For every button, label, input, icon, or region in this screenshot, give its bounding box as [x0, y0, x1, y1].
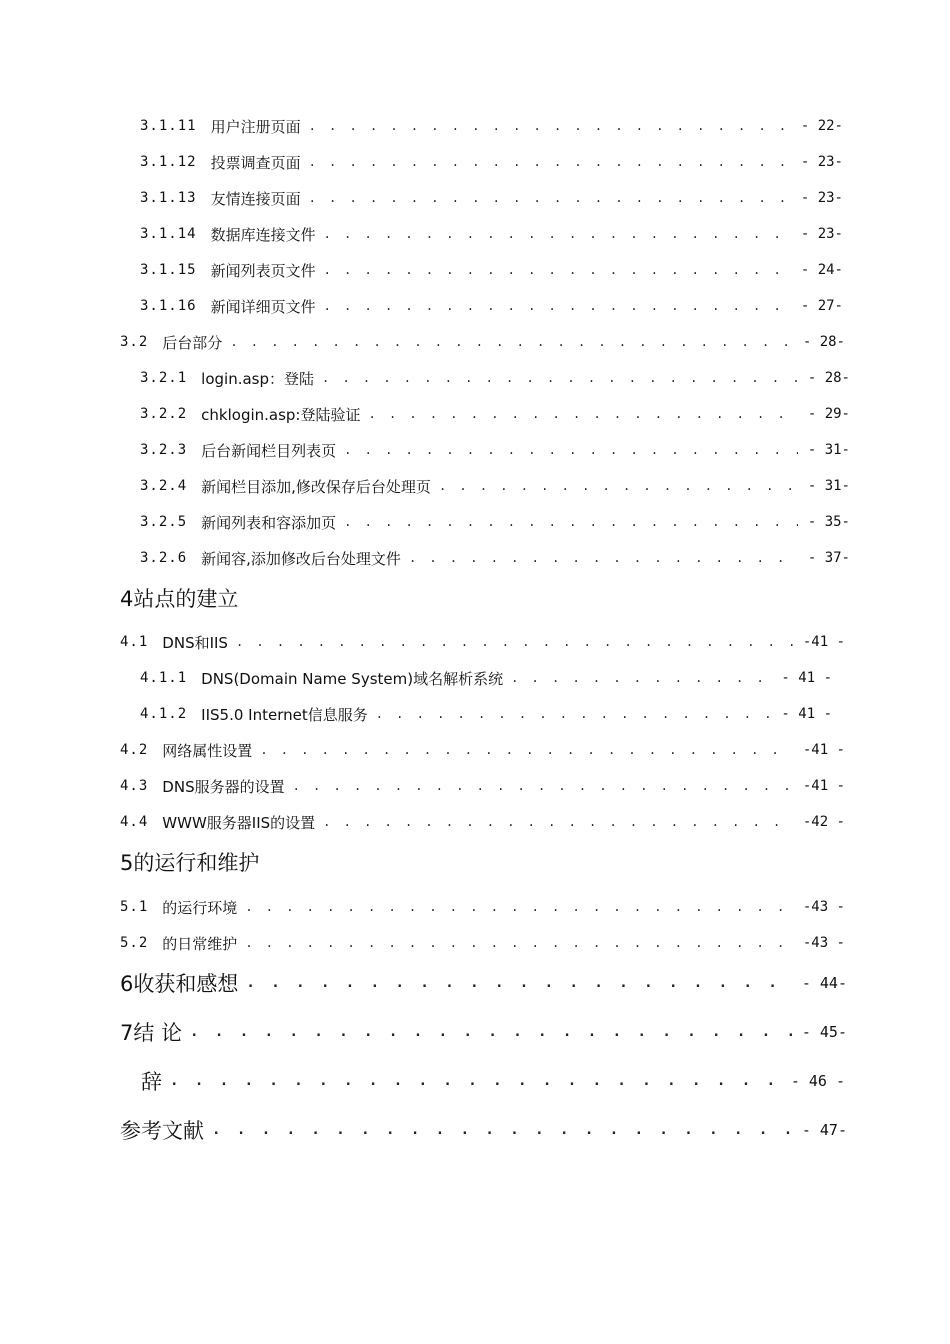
toc-leader-dots [170, 1073, 781, 1089]
toc-entry-number: 4.4 [120, 814, 149, 830]
toc-entry-page: - 46 - [790, 1072, 845, 1090]
toc-entry-title: 的日常维护 [162, 934, 238, 953]
toc-entry-3-2-5[interactable] [0, 510, 950, 534]
toc-entry-page: - 35- [807, 514, 850, 530]
toc-leader-dots [323, 815, 793, 829]
toc-entry-title: DNS和IIS [162, 633, 228, 652]
toc-entry-title: 辞 [141, 1070, 162, 1094]
toc-chapter-6[interactable] [0, 968, 950, 998]
toc-leader-dots [309, 119, 791, 133]
toc-entry-number: 5.1 [120, 899, 149, 915]
toc-entry-title: 新闻列表页文件 [210, 261, 316, 280]
toc-entry-title: IIS5.0 Internet信息服务 [201, 705, 368, 724]
toc-entry-page: - 45- [801, 1023, 847, 1041]
toc-entry-4-1-2[interactable] [0, 702, 950, 726]
toc-entry-4-3[interactable] [0, 774, 950, 798]
toc-entry-page: -42 - [802, 814, 845, 830]
toc-entry-title: 7结 论 [120, 1021, 183, 1045]
toc-entry-title: 投票调查页面 [210, 153, 301, 172]
toc-entry-number: 3.2.6 [140, 550, 188, 566]
toc-entry-number: 3.2.3 [140, 442, 188, 458]
toc-entry-3-2-4[interactable] [0, 474, 950, 498]
toc-entry-number: 5.2 [120, 935, 149, 951]
toc-entry-page: - 31- [807, 442, 850, 458]
toc-entry-page: - 23- [800, 226, 843, 242]
toc-entry-number: 4.1.2 [140, 706, 188, 722]
toc-entry-title: 的运行环境 [162, 898, 238, 917]
toc-entry-title: 友情连接页面 [210, 189, 301, 208]
toc-leader-dots [376, 707, 772, 721]
toc-entry-title: DNS(Domain Name System)域名解析系统 [201, 669, 504, 688]
toc-entry-number: 4.2 [120, 742, 149, 758]
toc-entry-title: 新闻详细页文件 [210, 297, 316, 316]
toc-entry-4-2[interactable] [0, 738, 950, 762]
toc-entry-number: 4.3 [120, 778, 149, 794]
toc-leader-dots [344, 515, 798, 529]
toc-entry-3-2-1[interactable] [0, 366, 950, 390]
toc-leader-dots [309, 155, 791, 169]
toc-entry-page: - 41 - [781, 670, 832, 686]
toc-leader-dots [260, 743, 793, 757]
toc-chapter-5-heading[interactable]: 5的运行和维护 [120, 851, 260, 875]
toc-entry-3-2-6[interactable] [0, 546, 950, 570]
toc-entry-page: - 23- [800, 154, 843, 170]
toc-entry-page: - 24- [800, 262, 843, 278]
toc-leader-dots [245, 936, 793, 950]
toc-entry-page: - 28- [802, 334, 845, 350]
toc-entry-3-1-14[interactable] [0, 222, 950, 246]
toc-entry-title: login.asp：登陆 [201, 369, 314, 388]
toc-entry-number: 3.1.16 [140, 298, 197, 314]
toc-entry-page: - 23- [800, 190, 843, 206]
toc-entry-page: - 29- [807, 406, 850, 422]
toc-entry-number: 3.1.15 [140, 262, 197, 278]
toc-entry-title: chklogin.asp:登陆验证 [201, 405, 361, 424]
toc-entry-page: - 28- [807, 370, 850, 386]
toc-entry-3-1-11[interactable] [0, 114, 950, 138]
toc-entry-page: - 31- [807, 478, 850, 494]
toc-leader-dots [246, 975, 791, 991]
toc-leader-dots [344, 443, 798, 457]
toc-leader-dots [236, 635, 793, 649]
toc-leader-dots [409, 551, 798, 565]
toc-entry-3-1-13[interactable] [0, 186, 950, 210]
toc-chapter-references[interactable] [0, 1115, 950, 1145]
toc-entry-number: 4.1 [120, 634, 149, 650]
toc-leader-dots [369, 407, 798, 421]
toc-entry-number: 3.2.5 [140, 514, 188, 530]
toc-leader-dots [324, 263, 791, 277]
toc-entry-page: -41 - [802, 742, 845, 758]
toc-entry-page: - 41 - [781, 706, 832, 722]
toc-entry-5-2[interactable] [0, 931, 950, 955]
toc-entry-4-1[interactable] [0, 630, 950, 654]
toc-entry-title: 后台部分 [162, 333, 223, 352]
toc-entry-page: - 44- [801, 974, 847, 992]
toc-entry-page: -41 - [802, 634, 845, 650]
toc-leader-dots [245, 900, 793, 914]
toc-entry-title: 新闻列表和容添加页 [201, 513, 337, 532]
toc-leader-dots [324, 299, 791, 313]
toc-entry-4-1-1[interactable] [0, 666, 950, 690]
toc-entry-number: 3.1.13 [140, 190, 197, 206]
toc-chapter-4-heading[interactable]: 4站点的建立 [120, 587, 239, 611]
toc-entry-title: 后台新闻栏目列表页 [201, 441, 337, 460]
toc-entry-3-2-3[interactable] [0, 438, 950, 462]
toc-entry-number: 3.2.4 [140, 478, 188, 494]
toc-entry-title: DNS服务器的设置 [162, 777, 285, 796]
toc-leader-dots [322, 371, 798, 385]
toc-entry-number: 3.1.11 [140, 118, 197, 134]
toc-entry-title: 数据库连接文件 [210, 225, 316, 244]
toc-entry-number: 3.2.2 [140, 406, 188, 422]
toc-entry-3-1-12[interactable] [0, 150, 950, 174]
toc-entry-page: -41 - [802, 778, 845, 794]
toc-entry-page: - 47- [801, 1121, 847, 1139]
toc-entry-page: -43 - [802, 935, 845, 951]
toc-entry-3-1-15[interactable] [0, 258, 950, 282]
toc-entry-number: 4.1.1 [140, 670, 188, 686]
toc-leader-dots [511, 671, 771, 685]
toc-entry-number: 3.1.14 [140, 226, 197, 242]
toc-entry-page: - 22- [800, 118, 843, 134]
toc-entry-title: 网络属性设置 [162, 741, 253, 760]
toc-chapter-acknowledgement[interactable] [0, 1066, 950, 1096]
toc-leader-dots [293, 779, 793, 793]
toc-entry-title: 用户注册页面 [210, 117, 301, 136]
toc-entry-4-4[interactable] [0, 810, 950, 834]
toc-entry-page: -43 - [802, 899, 845, 915]
toc-chapter-7[interactable] [0, 1017, 950, 1047]
toc-entry-title: 参考文献 [120, 1119, 204, 1143]
toc-entry-number: 3.2 [120, 334, 149, 350]
toc-entry-3-2[interactable] [0, 330, 950, 354]
toc-entry-page: - 37- [807, 550, 850, 566]
toc-entry-page: - 27- [800, 298, 843, 314]
toc-leader-dots [212, 1122, 792, 1138]
toc-entry-title: 6收获和感想 [120, 972, 239, 996]
toc-entry-title: 新闻栏目添加,修改保存后台处理页 [201, 477, 431, 496]
toc-leader-dots [324, 227, 791, 241]
toc-entry-title: WWW服务器IIS的设置 [162, 813, 316, 832]
toc-leader-dots [230, 335, 793, 349]
toc-leader-dots [309, 191, 791, 205]
toc-entry-number: 3.2.1 [140, 370, 188, 386]
toc-entry-3-2-2[interactable] [0, 402, 950, 426]
toc-leader-dots [439, 479, 798, 493]
toc-entry-5-1[interactable] [0, 895, 950, 919]
toc-entry-3-1-16[interactable] [0, 294, 950, 318]
toc-leader-dots [190, 1024, 792, 1040]
toc-entry-number: 3.1.12 [140, 154, 197, 170]
toc-entry-title: 新闻容,添加修改后台处理文件 [201, 549, 401, 568]
